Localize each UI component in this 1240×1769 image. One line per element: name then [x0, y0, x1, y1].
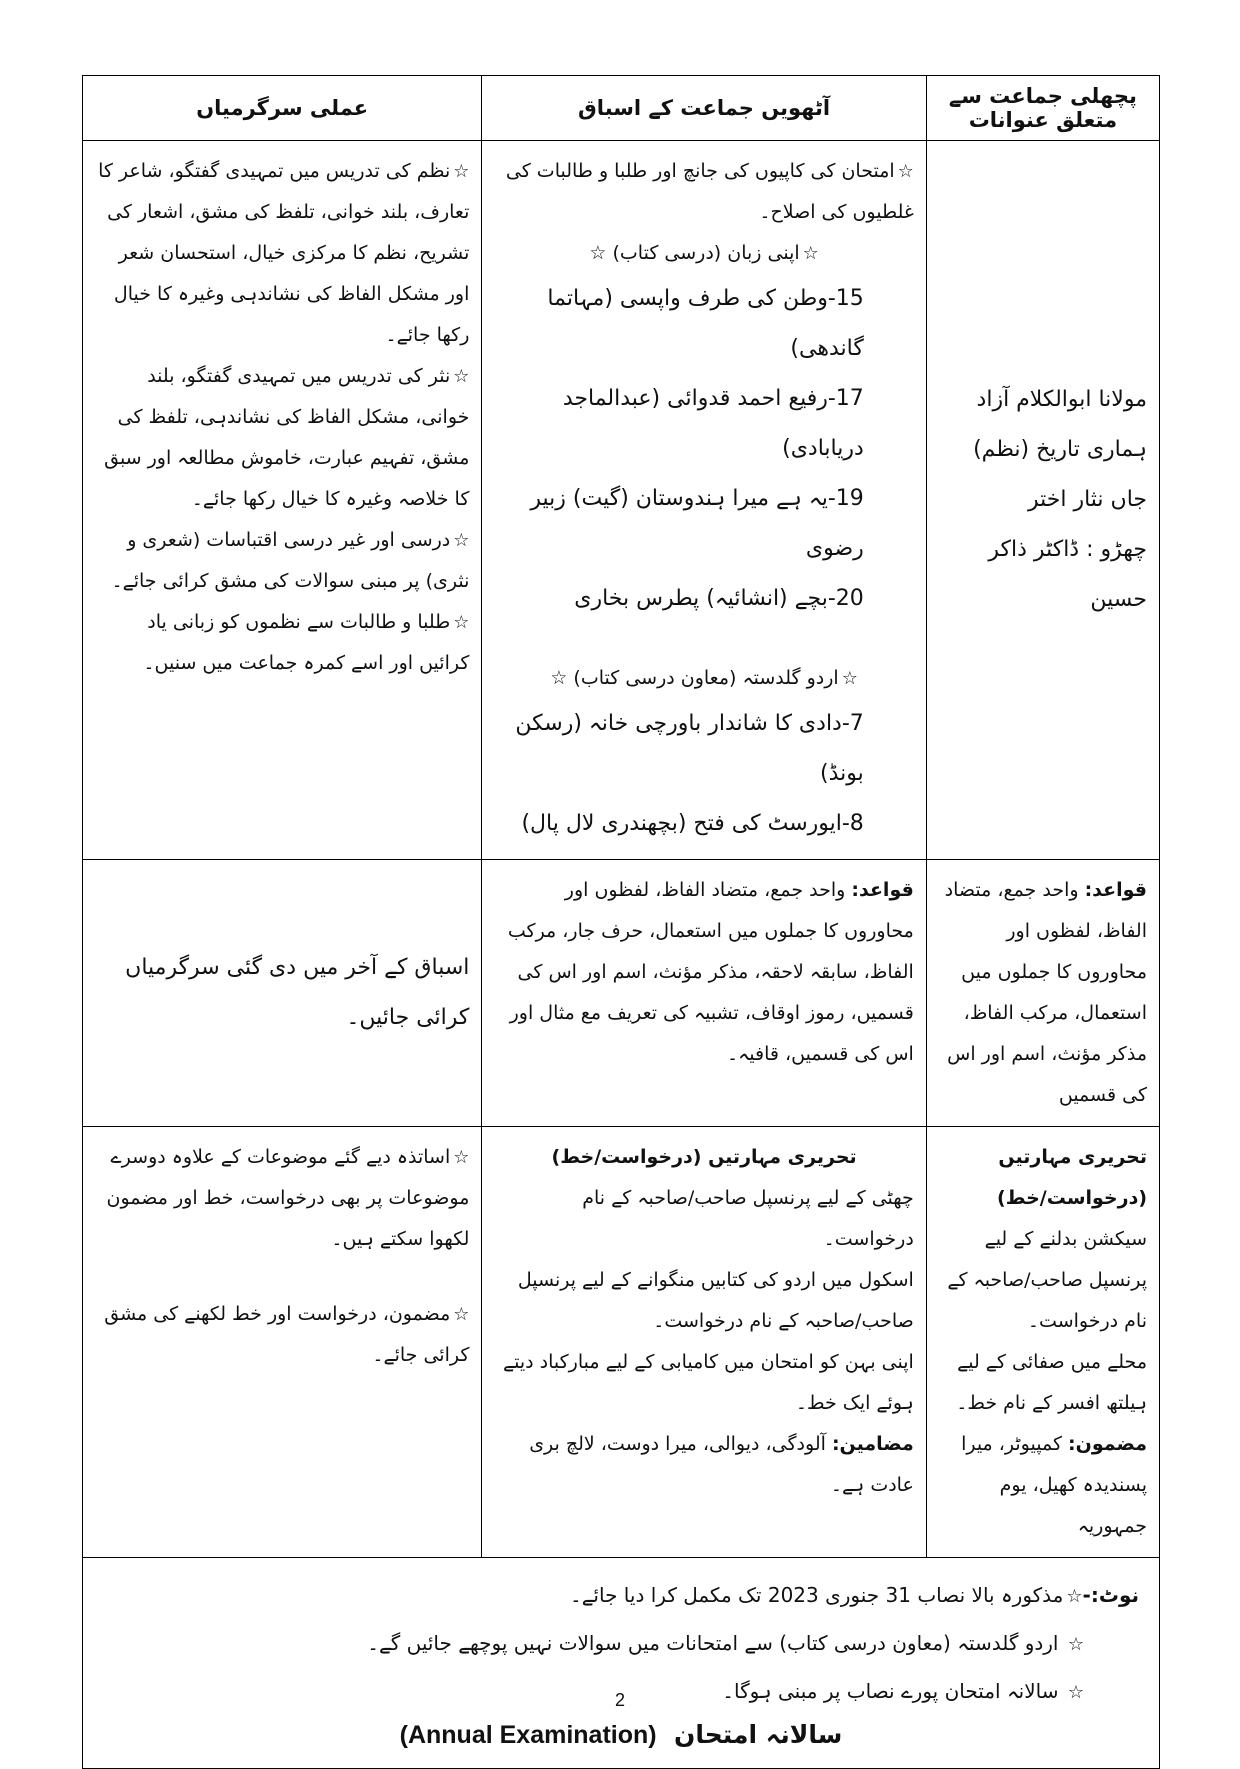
header-previous-topics: پچھلی جماعت سے متعلق عنوانات: [926, 76, 1159, 141]
book2-title: ☆ اردو گلدستہ (معاون درسی کتاب) ☆: [494, 658, 913, 699]
row-writing-skills: [83, 1127, 1160, 1558]
activity-item: ☆ مضمون، درخواست اور خط لکھنے کی مشق کرائی جائے۔: [95, 1294, 469, 1376]
previous-topic: ہماری تاریخ (نظم) جاں نثار اختر: [973, 437, 1147, 512]
writing-item: اپنی بہن کو امتحان میں کامیابی کے لیے مبارکباد دیتے ہوئے ایک خط۔: [502, 1351, 914, 1414]
activity-item: ☆ نثر کی تدریس میں تمہیدی گفتگو، بلند خوانی، مشکل الفاظ کی نشاندہی، تلفظ کی مشق، تفہیم عبارت، خاموش مطالعہ اور سبق کا خلاصہ وغیرہ کا خیال رکھا جائے۔: [95, 356, 469, 520]
syllabus-table: [82, 75, 1160, 1769]
row1-activities-cell: [83, 141, 482, 860]
activity-item: ☆ طلبا و طالبات سے نظموں کو زبانی یاد کرائیں اور اسے کمرہ جماعت میں سنیں۔: [95, 602, 469, 684]
activity-item: ☆ درسی اور غیر درسی اقتباسات (شعری و نثری) پر مبنی سوالات کی مشق کرائی جائے۔: [95, 520, 469, 602]
note-label: نوٹ:-: [1082, 1583, 1139, 1607]
activity-text: اسباق کے آخر میں دی گئی سرگرمیاں کرائی جائیں۔: [125, 955, 470, 1030]
row3-lessons-cell: [482, 1127, 926, 1558]
previous-topic: چھڑو : ڈاکٹر ذاکر حسین: [988, 537, 1147, 612]
note-text: سالانہ امتحان پورے نصاب پر مبنی ہوگا۔: [722, 1679, 1059, 1703]
annual-examination-heading: [103, 1720, 1139, 1750]
grammar-label: قواعد:: [851, 879, 914, 901]
page-number: 2: [614, 1690, 625, 1710]
row3-previous-cell: [926, 1127, 1159, 1558]
essay-line: مضمون: کمپیوٹر، میرا پسندیدہ کھیل، یوم جمہوریہ: [961, 1433, 1147, 1537]
grammar-text: واحد جمع، متضاد الفاظ، لفظوں اور محاوروں کا جملوں میں استعمال، مرکب الفاظ، مذکر مؤنث، اسم اور اس کی قسمیں: [944, 879, 1147, 1106]
book1-title: ☆ اپنی زبان (درسی کتاب) ☆: [494, 233, 913, 274]
header-row: [83, 76, 1160, 141]
lesson-item: 19-یہ ہے میرا ہندوستان (گیت) زبیر رضوی: [530, 486, 864, 561]
row2-previous-cell: [926, 860, 1159, 1127]
lesson-item: 15-وطن کی طرف واپسی (مہاتما گاندھی): [547, 286, 864, 361]
row-grammar: [83, 860, 1160, 1127]
writing-item: اسکول میں اردو کی کتابیں منگوانے کے لیے پرنسپل صاحب/صاحبہ کے نام درخواست۔: [517, 1269, 914, 1332]
writing-item: محلے میں صفائی کے لیے ہیلتھ افسر کے نام خط۔: [956, 1351, 1147, 1414]
writing-item: سیکشن بدلنے کے لیے پرنسپل صاحب/صاحبہ کے نام درخواست۔: [947, 1228, 1147, 1332]
note-text: مذکورہ بالا نصاب 31 جنوری 2023 تک مکمل کرا دیا جائے۔: [569, 1583, 1064, 1607]
note-line: [103, 1620, 1139, 1668]
grammar-label: قواعد:: [1084, 879, 1147, 901]
row-note: [83, 1558, 1160, 1769]
annual-urdu: سالانہ امتحان: [674, 1720, 843, 1749]
note-cell: [83, 1558, 1160, 1769]
essay-line: مضامین: آلودگی، دیوالی، میرا دوست، لالچ بری عادت ہے۔: [529, 1433, 914, 1496]
activity-item: ☆ اساتذہ دیے گئے موضوعات کے علاوہ دوسرے موضوعات پر بھی درخواست، خط اور مضمون لکھوا سکتے ہیں۔: [95, 1137, 469, 1260]
activity-item: ☆ نظم کی تدریس میں تمہیدی گفتگو، شاعر کا تعارف، بلند خوانی، تلفظ کی مشق، اشعار کی تشریح، نظم کا مرکزی خیال، استحسان شعر اور مشکل الفاظ کی نشاندہی وغیرہ کا خیال رکھا جائے۔: [95, 151, 469, 356]
writing-skills-title: تحریری مہارتیں (درخواست/خط): [551, 1146, 857, 1168]
lesson-item: 20-بچے (انشائیہ) پطرس بخاری: [574, 586, 864, 611]
writing-item: چھٹی کے لیے پرنسپل صاحب/صاحبہ کے نام درخواست۔: [582, 1187, 914, 1250]
row1-lessons-cell: [482, 141, 926, 860]
header-eighth-lessons: آٹھویں جماعت کے اسباق: [482, 76, 926, 141]
grammar-text: واحد جمع، متضاد الفاظ، لفظوں اور محاوروں کا جملوں میں استعمال، حرف جار، مرکب الفاظ، سابقہ لاحقہ، مذکر مؤنث، اسم اور اس کی قسمیں، رموز اوقاف، تشبیہ کی تعریف مع مثال اور اس کی قسمیں، قافیہ۔: [507, 879, 914, 1065]
row2-lessons-cell: [482, 860, 926, 1127]
lesson-item: 17-رفیع احمد قدوائی (عبدالماجد دریابادی): [562, 386, 864, 461]
syllabus-page: [82, 75, 1160, 1769]
row1-previous-cell: [926, 141, 1159, 860]
lesson-item: 7-دادی کا شاندار باورچی خانہ (رسکن بونڈ): [515, 711, 864, 786]
writing-skills-title: تحریری مہارتیں (درخواست/خط): [997, 1146, 1147, 1209]
header-practical-activities: عملی سرگرمیاں: [83, 76, 482, 141]
exam-correction-text: ☆ امتحان کی کاپیوں کی جانچ اور طلبا و طالبات کی غلطیوں کی اصلاح۔: [494, 151, 913, 233]
row-lessons: [83, 141, 1160, 860]
row2-activities-cell: [83, 860, 482, 1127]
note-line: [103, 1572, 1139, 1620]
note-text: اردو گلدستہ (معاون درسی کتاب) سے امتحانات میں سوالات نہیں پوچھے جائیں گے۔: [367, 1631, 1059, 1655]
lesson-item: 8-ایورسٹ کی فتح (بچھندری لال پال): [521, 811, 864, 836]
row3-activities-cell: [83, 1127, 482, 1558]
previous-topic: مولانا ابوالکلام آزاد: [976, 387, 1147, 412]
annual-english: (Annual Examination): [399, 1721, 657, 1749]
